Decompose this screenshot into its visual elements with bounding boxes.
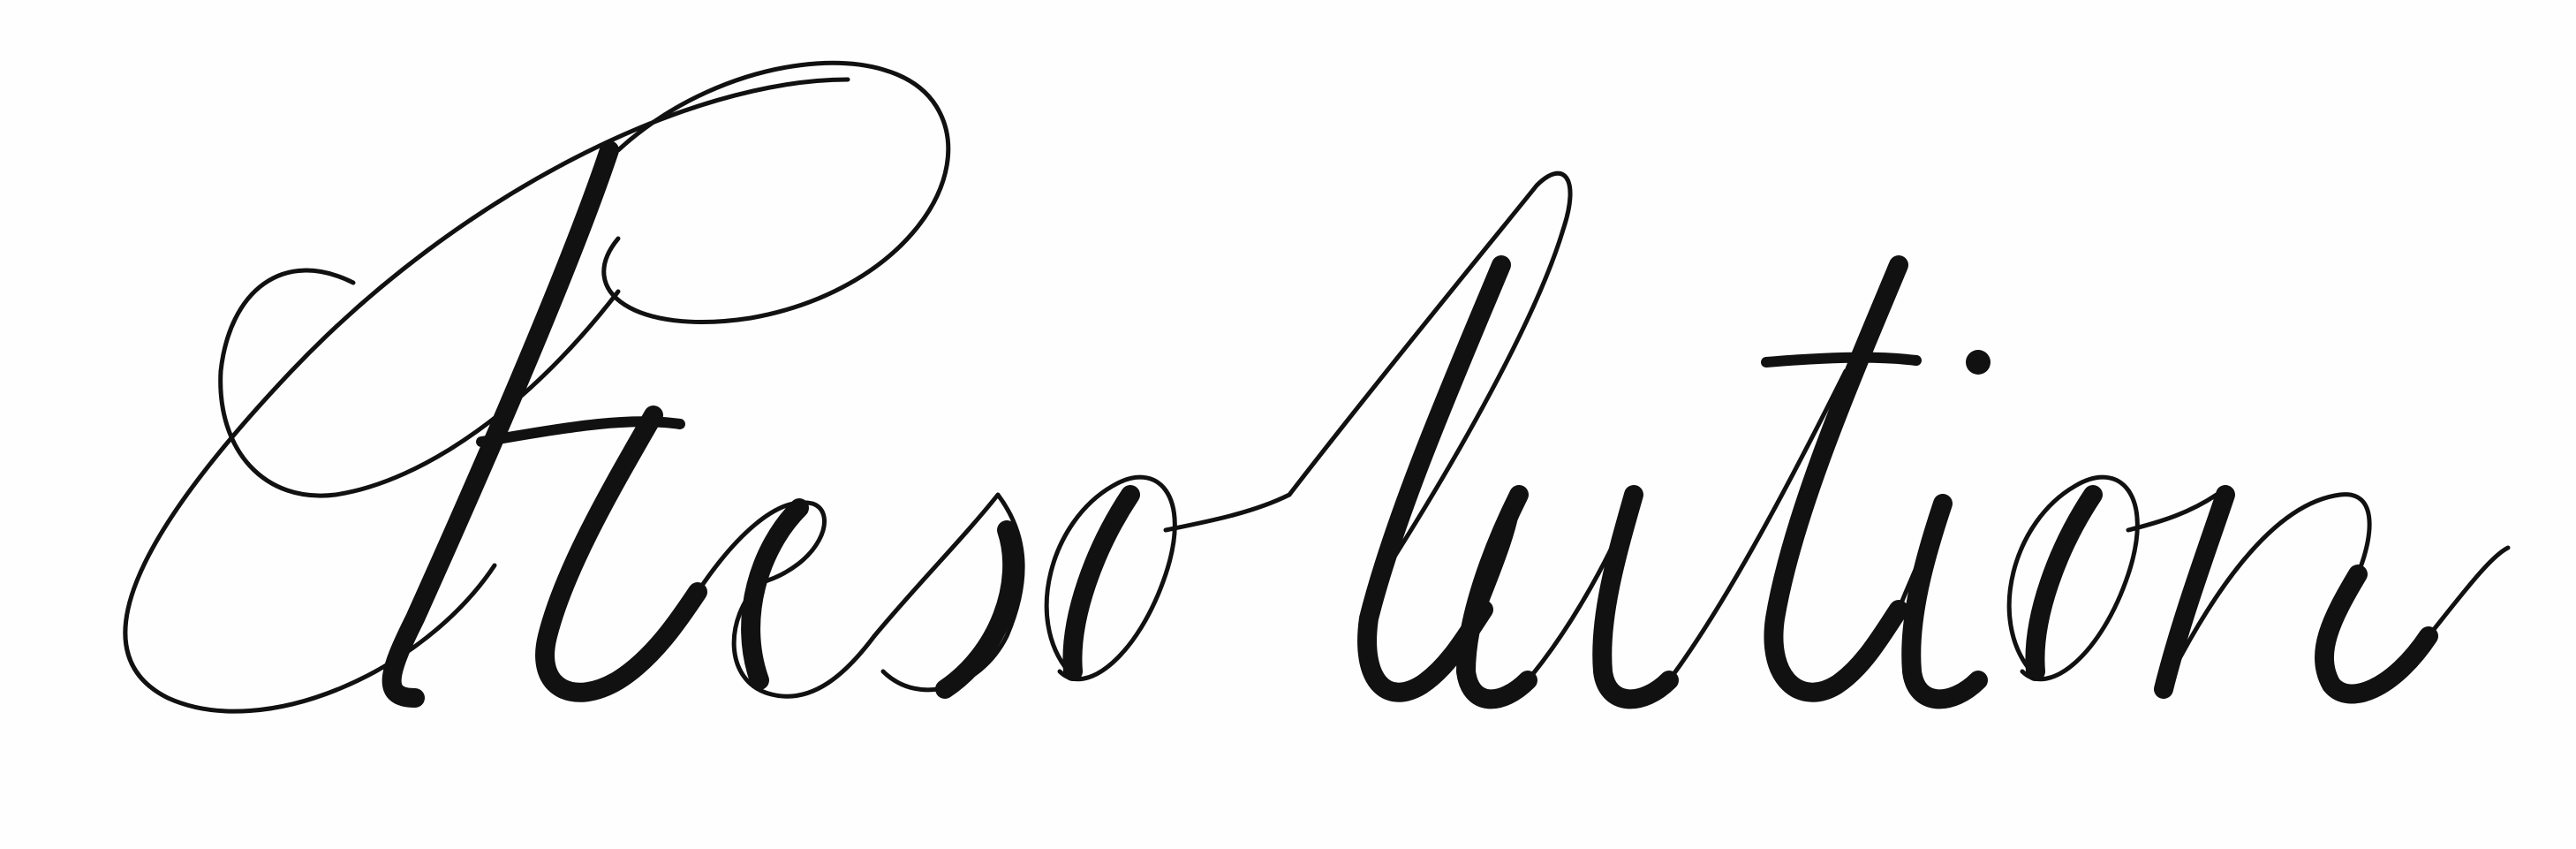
letter-o-exit [1166, 495, 1289, 530]
letter-u-first-stem [1466, 495, 1528, 699]
letter-t-join [1669, 371, 1846, 680]
letter-n-second-stem [2324, 574, 2429, 694]
letter-i-stem [1911, 504, 1978, 699]
letter-t-crossbar [1766, 358, 1916, 362]
ink-strokes [125, 63, 2508, 711]
letter-o2-shade [2035, 495, 2093, 671]
letter-o-shade [1072, 495, 1130, 671]
letter-u-second-stem [1602, 495, 1669, 699]
letter-r-top-loop [604, 63, 948, 322]
letter-r-leg [545, 415, 698, 693]
letter-l-loop [1289, 173, 1570, 583]
letter-o2-exit [2128, 495, 2217, 530]
letter-n-first-stem [2164, 495, 2225, 689]
letter-e-shade [751, 508, 799, 680]
letter-n-exit-flourish [2429, 548, 2508, 636]
letter-l-stem [1367, 265, 1501, 693]
letter-s-shade [945, 530, 1012, 689]
letter-i-dot [1966, 350, 1991, 375]
